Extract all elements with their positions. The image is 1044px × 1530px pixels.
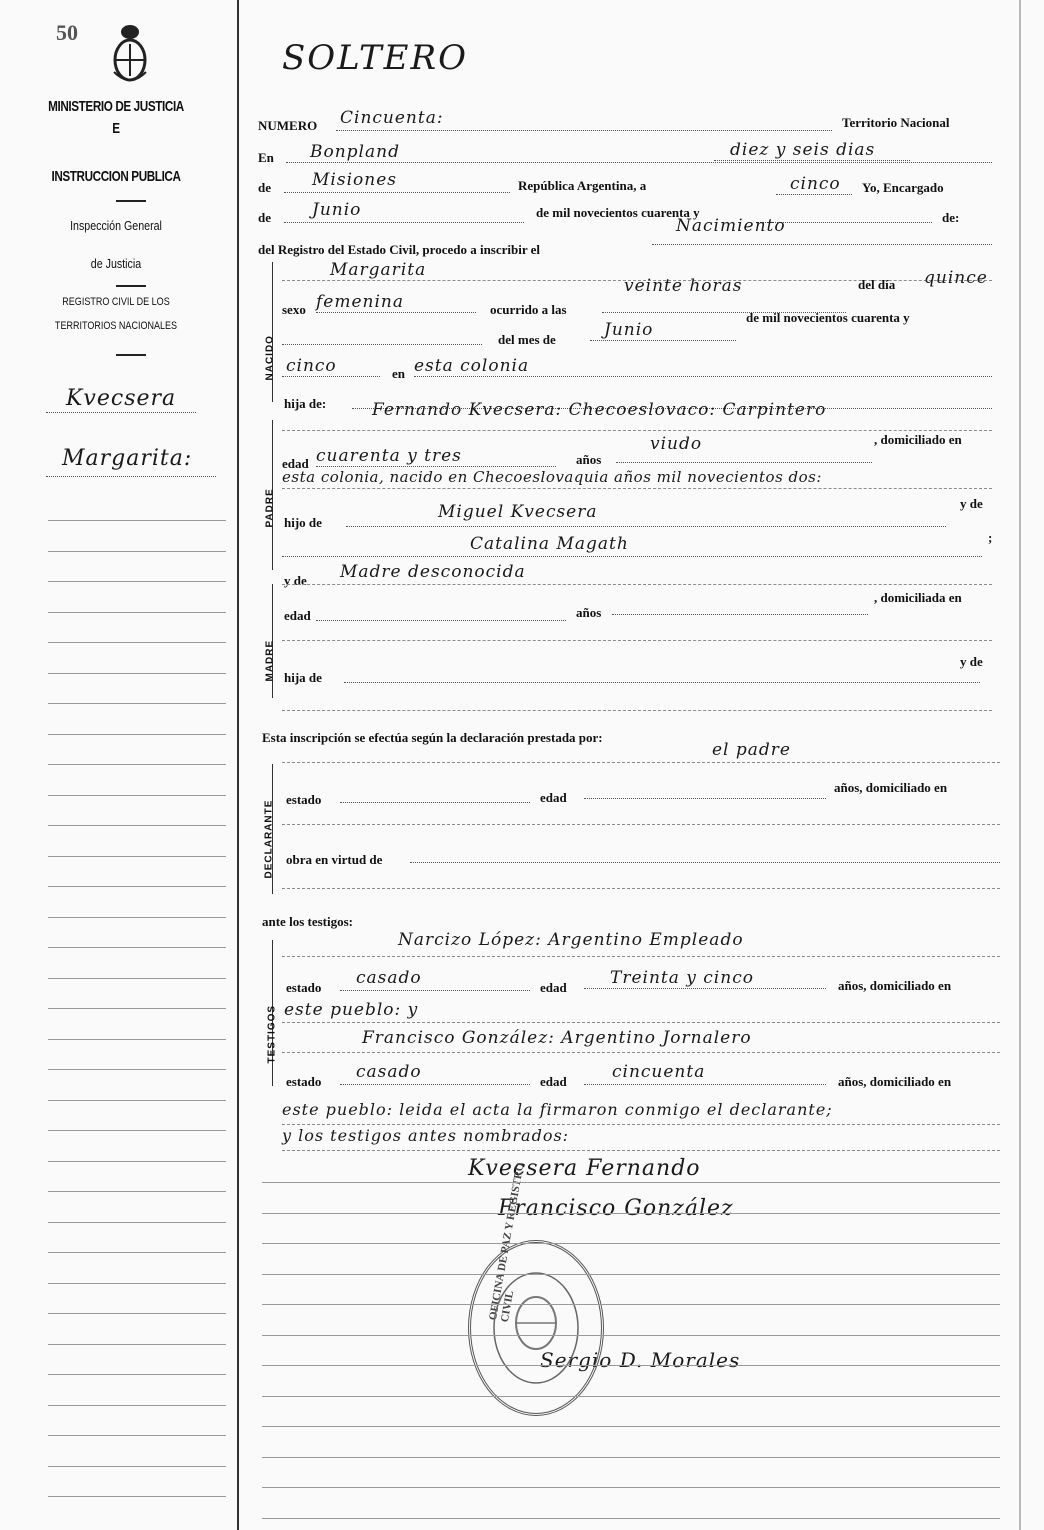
- margin-ruled-line: [48, 673, 226, 674]
- numero-value: Cincuenta:: [340, 108, 444, 128]
- testigo1-nombre: Narcizo López: Argentino Empleado: [398, 930, 744, 950]
- margin-ruled-line: [48, 1191, 226, 1192]
- margin-ruled-line: [48, 612, 226, 613]
- fecha-value: diez y seis dias: [730, 140, 876, 160]
- margin-ruled-line: [48, 1283, 226, 1284]
- sexo-label: sexo: [282, 302, 306, 317]
- del-dia-label: del día: [858, 277, 896, 292]
- margin-ruled-line: [48, 917, 226, 918]
- margin-ruled-line: [48, 1313, 226, 1314]
- provincia-value: Misiones: [312, 170, 397, 190]
- seal-text: OFICINA DE PAZ Y REGISTRO CIVIL: [487, 1161, 527, 1324]
- padre-domiciliado-label: , domiciliado en: [874, 432, 962, 447]
- margin-ruled-line: [48, 764, 226, 765]
- obra-label: obra en virtud de: [286, 852, 383, 867]
- sexo-value: femenina: [316, 292, 405, 312]
- margin-ruled-line: [48, 1374, 226, 1375]
- del-mes-label: del mes de: [498, 332, 556, 347]
- territorio-label: Territorio Nacional: [842, 115, 950, 130]
- padre-section-label: PADRE: [264, 488, 276, 528]
- yo-encargado-label: Yo, Encargado: [862, 180, 944, 195]
- ruled-line: [282, 762, 1000, 763]
- margin-ruled-line: [48, 520, 226, 521]
- margin-dots: [46, 476, 216, 477]
- declarante-section-label: DECLARANTE: [263, 799, 275, 879]
- declarante-nombre-value: el padre: [712, 740, 791, 760]
- ruled-line: [282, 824, 1000, 825]
- ruled-line: [262, 1304, 1000, 1305]
- padre-y-de-label: y de: [960, 496, 983, 511]
- margin-ruled-line: [48, 1405, 226, 1406]
- ruled-line: [262, 1243, 1000, 1244]
- madre-hija-de-label: hija de: [284, 670, 322, 685]
- madre-edad-label: edad: [284, 608, 311, 623]
- declaracion-intro: Esta inscripción se efectúa según la declaración prestada por:: [262, 730, 603, 745]
- margin-ruled-line: [48, 1466, 226, 1467]
- ruled-line: [262, 1487, 1000, 1488]
- de-label-2: de: [258, 210, 271, 225]
- dotted-line: [616, 462, 872, 463]
- dotted-line: [776, 194, 852, 195]
- padre-semicolon: ;: [988, 530, 993, 545]
- madre-y-de-2: y de: [960, 654, 983, 669]
- dotted-line: [584, 798, 826, 799]
- testigos-intro: ante los testigos:: [262, 914, 353, 929]
- margin-ruled-line: [48, 978, 226, 979]
- dotted-line: [284, 192, 510, 193]
- ruled-line: [262, 1213, 1000, 1214]
- t2-anos-label: años, domiciliado en: [838, 1074, 952, 1089]
- madre-y-de-label: y de: [284, 573, 307, 588]
- en-label: En: [258, 150, 274, 165]
- margin-ruled-line: [48, 795, 226, 796]
- ruled-line: [282, 1150, 1000, 1151]
- dotted-line: [286, 162, 992, 163]
- dotted-line: [612, 614, 868, 615]
- nacido-nombre-value: Margarita: [330, 260, 427, 280]
- de-label: de: [258, 180, 271, 195]
- margin-ruled-line: [48, 1222, 226, 1223]
- dotted-line: [284, 222, 524, 223]
- ruled-line: [262, 1396, 1000, 1397]
- margin-ruled-line: [48, 734, 226, 735]
- margin-ruled-line: [48, 886, 226, 887]
- dotted-line: [282, 344, 482, 345]
- dotted-line: [336, 130, 832, 131]
- dotted-line: [414, 376, 992, 377]
- margin-ruled-line: [48, 856, 226, 857]
- t1-edad-value: Treinta y cinco: [610, 968, 754, 988]
- cierre-line2: y los testigos antes nombrados:: [282, 1126, 570, 1145]
- soltero-annotation: SOLTERO: [282, 38, 468, 78]
- t2-edad-value: cincuenta: [612, 1062, 706, 1082]
- dotted-line: [346, 526, 946, 527]
- ruled-line: [282, 640, 992, 641]
- margin-ruled-line: [48, 1039, 226, 1040]
- dotted-line: [344, 682, 980, 683]
- margin-ruled-line: [48, 947, 226, 948]
- ruled-line: [262, 1365, 1000, 1366]
- dotted-line: [652, 244, 992, 245]
- en-lugar-label: en: [392, 366, 405, 381]
- ruled-line: [282, 956, 1000, 957]
- padre-anos-label: años: [576, 452, 602, 467]
- ocurrido-label: ocurrido a las: [490, 302, 567, 317]
- anio-value: cinco: [790, 174, 841, 194]
- dotted-line: [282, 376, 380, 377]
- margin-ruled-line: [48, 642, 226, 643]
- official-seal: [468, 1161, 604, 1416]
- margin-ruled-line: [48, 1100, 226, 1101]
- nacido-anio-value: cinco: [286, 356, 337, 376]
- ruled-line: [262, 1182, 1000, 1183]
- mil-novecientos-label: de mil novecientos cuarenta y: [536, 205, 700, 220]
- margin-ruled-line: [48, 1344, 226, 1345]
- dotted-line: [584, 1084, 826, 1085]
- padre-edad-label: edad: [282, 456, 309, 471]
- padre-nombre-value: Fernando Kvecsera: Checoeslovaco: Carpintero: [372, 400, 827, 420]
- margin-ruled-line: [48, 581, 226, 582]
- padre-estado-value: viudo: [650, 434, 703, 454]
- ruled-line: [262, 1274, 1000, 1275]
- margin-ruled-line: [48, 551, 226, 552]
- dotted-line: [316, 620, 566, 621]
- hijo-de-label: hijo de: [284, 515, 322, 530]
- hora-value: veinte horas: [624, 276, 743, 296]
- margin-dots: [46, 412, 196, 413]
- registro-text: del Registro del Estado Civil, procedo a inscribir el: [258, 242, 541, 257]
- dotted-line: [584, 988, 826, 989]
- madre-nombre-value: Madre desconocida: [340, 562, 526, 582]
- margin-ruled-line: [48, 1069, 226, 1070]
- dotted-line: [340, 990, 530, 991]
- dotted-line: [714, 160, 910, 161]
- ruled-line: [282, 430, 992, 431]
- padre-edad-value: cuarenta y tres: [316, 446, 462, 466]
- t2-estado-value: casado: [356, 1062, 422, 1082]
- testigos-section-label: TESTIGOS: [266, 1004, 278, 1064]
- margin-ruled-line: [48, 1008, 226, 1009]
- divider: [116, 200, 146, 202]
- t1-edad-label: edad: [540, 980, 567, 995]
- dotted-line: [316, 466, 556, 467]
- margin-ruled-line: [48, 703, 226, 704]
- margin-ruled-line: [48, 1252, 226, 1253]
- coat-of-arms-icon: [108, 22, 152, 91]
- ruled-line: [262, 1335, 1000, 1336]
- ruled-line: [282, 1022, 1000, 1023]
- registry-line1: REGISTRO CIVIL DE LOS: [62, 296, 170, 308]
- dia-value: quince: [924, 268, 988, 288]
- t1-estado-label: estado: [286, 980, 322, 995]
- margin-ruled-line: [48, 1130, 226, 1131]
- ruled-line: [282, 1124, 1000, 1125]
- hija-label: hija de:: [284, 396, 327, 411]
- nacido-section-label: NACIDO: [264, 335, 276, 381]
- ruled-line: [282, 888, 1000, 889]
- margin-ruled-line: [48, 825, 226, 826]
- declarante-anos-label: años, domiciliado en: [834, 780, 948, 795]
- ruled-line: [262, 1518, 1000, 1519]
- t2-estado-label: estado: [286, 1074, 322, 1089]
- acto-value: Nacimiento: [676, 216, 786, 236]
- nacido-mes-value: Junio: [604, 320, 654, 340]
- registry-line2: TERRITORIOS NACIONALES: [54, 320, 178, 332]
- testigo2-nombre: Francisco González: Argentino Jornalero: [362, 1028, 752, 1048]
- t1-domicilio-value: este pueblo: y: [284, 1000, 419, 1020]
- t2-edad-label: edad: [540, 1074, 567, 1089]
- dotted-line: [590, 340, 736, 341]
- signature-father: Kvecsera Fernando: [468, 1156, 701, 1181]
- margin-surname: Kvecsera: [66, 386, 177, 411]
- ruled-line: [282, 710, 992, 711]
- declarante-estado-label: estado: [286, 792, 322, 807]
- declarante-edad-label: edad: [540, 790, 567, 805]
- republica-label: República Argentina, a: [518, 178, 647, 193]
- ruled-line: [262, 1426, 1000, 1427]
- abuela-value: Catalina Magath: [470, 534, 629, 554]
- dotted-line: [282, 556, 982, 557]
- divider: [116, 354, 146, 356]
- ministry-line3: INSTRUCCION PUBLICA: [51, 168, 181, 185]
- inspection-line2: de Justicia: [90, 256, 142, 271]
- margin-ruled-line: [48, 1496, 226, 1497]
- divider: [116, 285, 146, 287]
- ministry-line2: E: [112, 120, 120, 137]
- madre-domiciliada-label: , domiciliada en: [874, 590, 962, 605]
- en-value: Bonpland: [310, 142, 400, 162]
- dotted-line: [316, 312, 476, 313]
- signature-officer: Sergio D. Morales: [540, 1348, 741, 1372]
- margin-ruled-line: [48, 1161, 226, 1162]
- numero-label: NUMERO: [258, 118, 318, 133]
- de-colon-label: de:: [942, 210, 960, 225]
- signature-witness: Francisco González: [498, 1196, 734, 1221]
- abuelo-value: Miguel Kvecsera: [438, 502, 598, 522]
- padre-domicilio-value: esta colonia, nacido en Checoeslovaquia años mil novecientos dos:: [282, 468, 822, 486]
- ruled-line: [262, 1457, 1000, 1458]
- t1-estado-value: casado: [356, 968, 422, 988]
- margin-ruled-line: [48, 1435, 226, 1436]
- margin-given-name: Margarita:: [62, 446, 193, 471]
- ministry-line1: MINISTERIO DE JUSTICIA: [48, 98, 184, 115]
- dotted-line: [340, 802, 530, 803]
- mes-value: Junio: [312, 200, 362, 220]
- ruled-line: [282, 1052, 1000, 1053]
- page-number: 50: [56, 20, 78, 45]
- inspection-line1: Inspección General: [70, 218, 162, 233]
- lugar-value: esta colonia: [414, 356, 530, 376]
- ruled-line: [282, 584, 992, 585]
- dotted-line: [340, 1084, 530, 1085]
- dotted-line: [410, 862, 1000, 863]
- t1-anos-label: años, domiciliado en: [838, 978, 952, 993]
- madre-anos-label: años: [576, 605, 602, 620]
- nacido-mil-label: de mil novecientos cuarenta y: [746, 310, 910, 325]
- ruled-line: [282, 488, 992, 489]
- madre-section-label: MADRE: [264, 639, 276, 682]
- cierre-line1: este pueblo: leida el acta la firmaron conmigo el declarante;: [282, 1100, 833, 1119]
